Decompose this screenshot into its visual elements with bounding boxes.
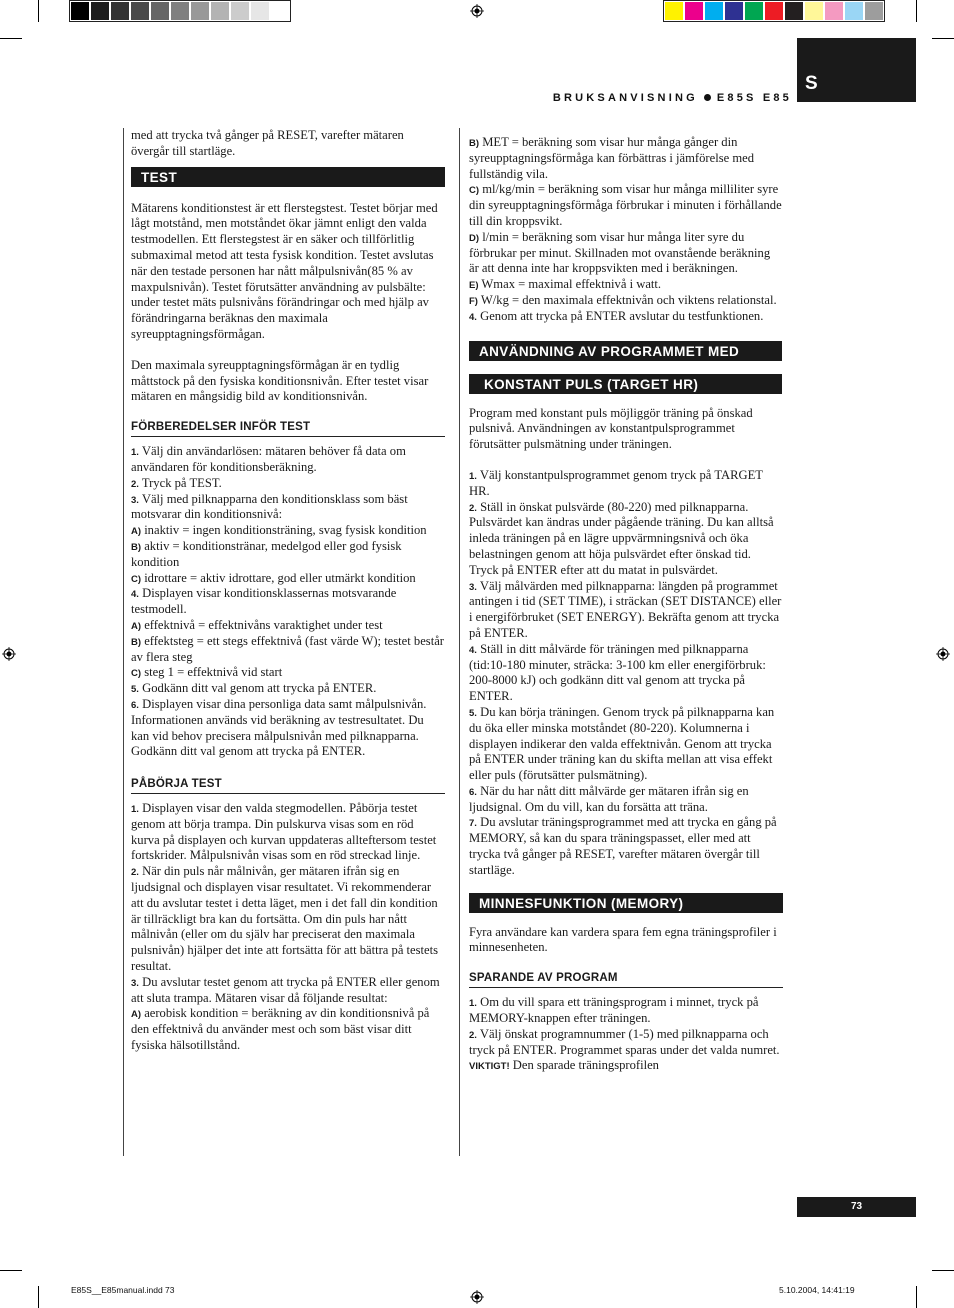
color-swatch: [845, 2, 863, 20]
color-swatch: [665, 2, 683, 20]
list-item: [469, 815, 783, 878]
list-item-marker: 2.: [469, 1029, 477, 1041]
registration-mark-icon: [470, 1290, 484, 1304]
list-item: [469, 230, 783, 277]
color-swatch: [765, 2, 783, 20]
list-item-marker: 6.: [131, 699, 139, 711]
list-item: [469, 1027, 783, 1074]
color-swatch: [725, 2, 743, 20]
list-item-text: Displayen visar konditionsklassernas motsvarande testmodell.: [131, 586, 397, 617]
list-item-marker: B): [131, 636, 142, 648]
list-item: [131, 975, 445, 1007]
important-label: VIKTIGT!: [469, 1061, 510, 1073]
gray-swatch: [71, 2, 89, 20]
gray-swatch: [211, 2, 229, 20]
language-tab-label: S: [805, 73, 818, 94]
list-item-text: l/min = beräkning som visar hur många liter syre du förbrukar per minut. Skillnaden mot ovanstående beräkning är att denna inte har kroppsvikten med i beräkningen.: [469, 229, 771, 276]
target-hr-intro: Program med konstant puls möjliggör träning på önskad pulsnivå. Användningen av konstantpulsprogrammet förutsätter pulsmätning under träningen.: [469, 405, 753, 452]
list-item-text: Ställ in önskat pulsvärde (80-220) med pilknapparna. Pulsvärdet kan ändras under pågående träning. Du kan alltså inleda träningen på en lägre uppvärmningsnivå och öka belastningen genom att höja pulsvärdet efter önskad tid. Tryck på ENTER efter att du matat in pulsvärdet.: [469, 499, 774, 577]
list-item-marker: 4.: [131, 589, 139, 601]
header-manual-label: BRUKSANVISNING: [552, 92, 698, 104]
list-item-text: idrottare = aktiv idrottare, god eller utmärkt kondition: [144, 570, 416, 585]
list-item-text: aktiv = konditionstränar, medelgod eller god fysisk kondition: [131, 538, 402, 569]
list-item-text: Välj målvärden med pilknapparna: längden på programmet antingen i tid (SET TIME), i sträckan (SET DISTANCE) eller i energiförbruket (SET ENERGY). Bekräfta genom att trycka på ENTER.: [469, 578, 782, 640]
list-item-marker: 1.: [469, 470, 477, 482]
list-item-marker: 2.: [469, 502, 477, 514]
list-item-marker: 2.: [131, 867, 139, 879]
list-item-marker: A): [131, 620, 142, 632]
gray-swatch: [171, 2, 189, 20]
important-note: [469, 1058, 659, 1072]
page-number: 73: [797, 1197, 916, 1217]
list-item-marker: 7.: [469, 818, 477, 830]
gray-swatch: [111, 2, 129, 20]
section-heading-memory: MINNESFUNKTION (MEMORY): [469, 893, 783, 913]
list-item-marker: 3.: [131, 494, 139, 506]
list-item: [131, 697, 445, 760]
section-heading-test: TEST: [131, 167, 445, 187]
list-item-text: Genom att trycka på ENTER avslutar du testfunktionen.: [480, 308, 764, 323]
list-item: [469, 277, 783, 293]
list-item: [469, 500, 783, 579]
list-item-marker: 4.: [469, 644, 477, 656]
crop-mark: [932, 38, 954, 39]
list-item-text: steg 1 = effektnivå vid start: [144, 665, 283, 680]
crop-mark: [38, 1286, 39, 1308]
registration-mark-icon: [2, 647, 16, 661]
gray-swatch: [251, 2, 269, 20]
list-item-text: Tryck på TEST.: [141, 475, 222, 490]
list-item-marker: 5.: [131, 684, 139, 696]
bullet-icon: [704, 94, 711, 101]
list-item-text: Välj med pilknapparna den konditionsklass som bäst motsvarar din konditionsnivå:: [131, 491, 408, 522]
list-item: [131, 634, 445, 666]
list-item: [131, 665, 445, 681]
color-swatch: [785, 2, 803, 20]
preparations-list: [131, 444, 445, 760]
color-swatch: [825, 2, 843, 20]
test-paragraph-1: Mätarens konditionstest är ett flerstegstest. Testet börjar med lågt motstånd, men motståndet ökar jämnt enligt den valda testmodellen. Ett flerstegstest är en säker och tillförlitlig submaximal metod att testa fysisk kondition. Testet avslutas när den testade personen har nått målpulsnivån(85 % av maxpulsnivån). Testet förutsätter användning av pulsbälte: under testet mäts pulsnivåns förändringar och med hjälp av förändringarna beräknas den maximala syreupptagningsförmågan.: [131, 200, 438, 341]
list-item-marker: C): [469, 185, 480, 197]
list-item: [131, 864, 445, 975]
list-item: [469, 784, 783, 816]
list-item-marker: A): [131, 1009, 142, 1021]
registration-mark-icon: [936, 647, 950, 661]
list-item-marker: B): [469, 138, 480, 149]
list-item-text: Wmax = maximal effektnivå i watt.: [481, 277, 662, 292]
list-item: [131, 523, 445, 539]
list-item-marker: 3.: [469, 581, 477, 593]
list-item: [469, 705, 783, 784]
gray-swatch: [91, 2, 109, 20]
list-item: [131, 492, 445, 524]
column-rule: [123, 128, 124, 1156]
footer-timestamp: 5.10.2004, 14:41:19: [779, 1285, 855, 1295]
list-item-text: Du kan börja träningen. Genom tryck på pilknapparna kan du öka eller minska motståndet (80-220). Kolumnerna i displayen indikerar den valda effektnivån. Genom att trycka på ENTER under träning kan du skifta mellan att visa effekt eller puls (förutsätter pulsmätning).: [469, 704, 775, 783]
list-item-text: Om du vill spara ett träningsprogram i minnet, tryck på MEMORY-knappen efter träningen.: [469, 995, 759, 1026]
intro-text: med att trycka två gånger på RESET, varefter mätaren övergår till startläge.: [131, 128, 404, 158]
list-item-marker: C): [131, 668, 142, 680]
list-item: [131, 586, 445, 618]
list-item-text: inaktiv = ingen konditionsträning, svag fysisk kondition: [144, 523, 427, 538]
list-item: [469, 468, 783, 500]
list-item: [469, 642, 783, 705]
list-item-marker: E): [469, 280, 479, 292]
list-item-marker: 5.: [469, 707, 477, 719]
list-item-marker: 1.: [131, 804, 139, 816]
list-item-text: effektnivå = effektnivåns varaktighet under test: [144, 617, 383, 632]
list-item-marker: F): [469, 295, 478, 307]
list-item-text: Ställ in ditt målvärde för träningen med pilknapparna (tid:10-180 minuter, sträcka: 3-100 km eller energiförbruk: 200-8000 kJ) och godkänn ditt val genom att trycka på ENTER.: [469, 641, 766, 704]
header-model-label: E85S E85: [716, 92, 792, 104]
list-item-marker: D): [469, 232, 480, 244]
list-item-text: Displayen visar dina personliga data samt målpulsnivån. Informationen används vid beräkning av testresultatet. Du kan vid behov precisera målpulsnivån med pilknapparna. Godkänn ditt val genom att trycka på ENTER.: [131, 696, 427, 759]
list-item: [469, 579, 783, 642]
registration-mark-icon: [470, 4, 484, 18]
list-item: [131, 539, 445, 571]
gray-swatch: [271, 2, 289, 20]
right-column: [469, 135, 783, 1074]
column-rule: [459, 128, 460, 1156]
list-item-text: Välj din användarlösen: mätaren behöver få data om användaren för konditionsberäkning.: [131, 444, 406, 474]
list-item: [131, 444, 445, 476]
color-swatch: [705, 2, 723, 20]
list-item-marker: 3.: [131, 977, 139, 989]
list-item: [131, 681, 445, 697]
gray-swatch: [151, 2, 169, 20]
list-item-marker: B): [131, 541, 142, 553]
list-item-marker: C): [131, 573, 142, 585]
gray-swatch: [131, 2, 149, 20]
list-item: [131, 1006, 445, 1053]
list-item: [469, 309, 783, 325]
list-item-marker: A): [131, 526, 142, 538]
gray-swatch: [191, 2, 209, 20]
list-item: [131, 571, 445, 587]
list-item-text: Du avslutar träningsprogrammet med att trycka en gång på MEMORY, så kan du spara träningspasset, eller med att trycka två gånger på RESET, varefter mätaren övergår till startläge.: [469, 815, 777, 877]
list-item: [469, 182, 783, 229]
list-item-text: Välj konstantpulsprogrammet genom tryck på TARGET HR.: [469, 467, 763, 498]
section-heading-target-hr-line1: ANVÄNDNING AV PROGRAMMET MED: [469, 341, 782, 361]
gray-swatch: [231, 2, 249, 20]
list-item: [469, 135, 783, 182]
subheading-save-program: SPARANDE AV PROGRAM: [469, 972, 783, 988]
list-item: [469, 293, 783, 309]
section-heading-target-hr-line2: KONSTANT PULS (TARGET HR): [469, 374, 782, 394]
crop-mark: [0, 1270, 22, 1271]
left-column: [131, 128, 445, 1054]
list-item-text: Välj önskat programnummer (1-5) med pilknapparna och tryck på ENTER. Programmet sparas under det valda numret.: [469, 1026, 780, 1057]
list-item-marker: 1.: [131, 447, 139, 459]
subheading-start-test: PÅBÖRJA TEST: [131, 778, 445, 794]
test-results-list: [469, 135, 783, 325]
list-item: [131, 476, 445, 492]
color-swatch: [685, 2, 703, 20]
list-item-text: Du avslutar testet genom att trycka på ENTER eller genom att sluta trampa. Mätaren visar då följande resultat:: [131, 974, 440, 1005]
test-paragraph-2: Den maximala syreupptagningsförmågan är en tydlig måttstock på den fysiska konditionsnivån. Efter testet visar mätaren en mångsidig bild av konditionsnivån.: [131, 357, 429, 404]
crop-mark: [38, 0, 39, 22]
list-item-text: W/kg = den maximala effektnivån och viktens relationstal.: [480, 292, 777, 307]
running-header: [553, 92, 792, 104]
subheading-preparations: FÖRBEREDELSER INFÖR TEST: [131, 421, 445, 437]
list-item-marker: 4.: [469, 311, 477, 323]
save-program-list: [469, 995, 783, 1074]
list-item-text: aerobisk kondition = beräkning av din konditionsnivå på den effektnivå du använder mest och som bäst visar ditt fysiska hälsotillstånd.: [131, 1006, 430, 1053]
important-text: Den sparade träningsprofilen: [512, 1058, 659, 1073]
list-item-text: När din puls når målnivån, ger mätaren ifrån sig en ljudsignal och displayen visar resultatet. Vi rekommenderar att du avslutar testet i detta läget, men i det fall din kondition är tillräckligt bra kan du fortsätta. Om din puls har nått målnivån (eller om du själv har preciserat den maximala pulsnivån) hjälper det inte att fortsätta för att bättra på testets resultat.: [131, 864, 439, 974]
memory-intro: Fyra användare kan vardera spara fem egna träningsprofiler i minnesenheten.: [469, 924, 777, 955]
list-item-marker: 6.: [469, 786, 477, 798]
crop-mark: [932, 1270, 954, 1271]
list-item: [131, 618, 445, 634]
crop-mark: [916, 1286, 917, 1308]
list-item-text: ml/kg/min = beräkning som visar hur många milliliter syre din syreupptagningsförmåga förbrukar i minuten i förhållande till din kroppsvikt.: [469, 182, 782, 228]
crop-mark: [916, 0, 917, 22]
color-swatch: [865, 2, 883, 20]
list-item-text: MET = beräkning som visar hur många gånger din syreupptagningsförmåga kan förbättras i jämförelse med fullständig vila.: [469, 135, 755, 181]
crop-mark: [0, 38, 22, 39]
list-item: [469, 995, 783, 1027]
list-item-marker: 1.: [469, 998, 477, 1010]
color-swatch: [805, 2, 823, 20]
footer-filename: E85S__E85manual.indd 73: [71, 1285, 175, 1295]
list-item-text: När du har nått ditt målvärde ger mätaren ifrån sig en ljudsignal. Om du vill, kan du forsätta att träna.: [469, 783, 749, 814]
start-test-list: [131, 801, 445, 1054]
language-tab: [797, 38, 916, 102]
list-item-text: Displayen visar den valda stegmodellen. Påbörja testet genom att börja trampa. Din pulskurva visas som en röd kurva på displayen och kurvan uppdateras allteftersom testet fortskrider. Målpulsnivån visas som en röd streckad linje.: [131, 801, 437, 863]
target-hr-list: [469, 468, 783, 879]
list-item: [131, 801, 445, 864]
color-swatch: [745, 2, 763, 20]
list-item-text: Godkänn ditt val genom att trycka på ENTER.: [142, 681, 377, 696]
list-item-marker: 2.: [131, 478, 139, 490]
list-item-text: effektsteg = ett stegs effektnivå (fast värde W); testet består av flera steg: [131, 633, 444, 664]
